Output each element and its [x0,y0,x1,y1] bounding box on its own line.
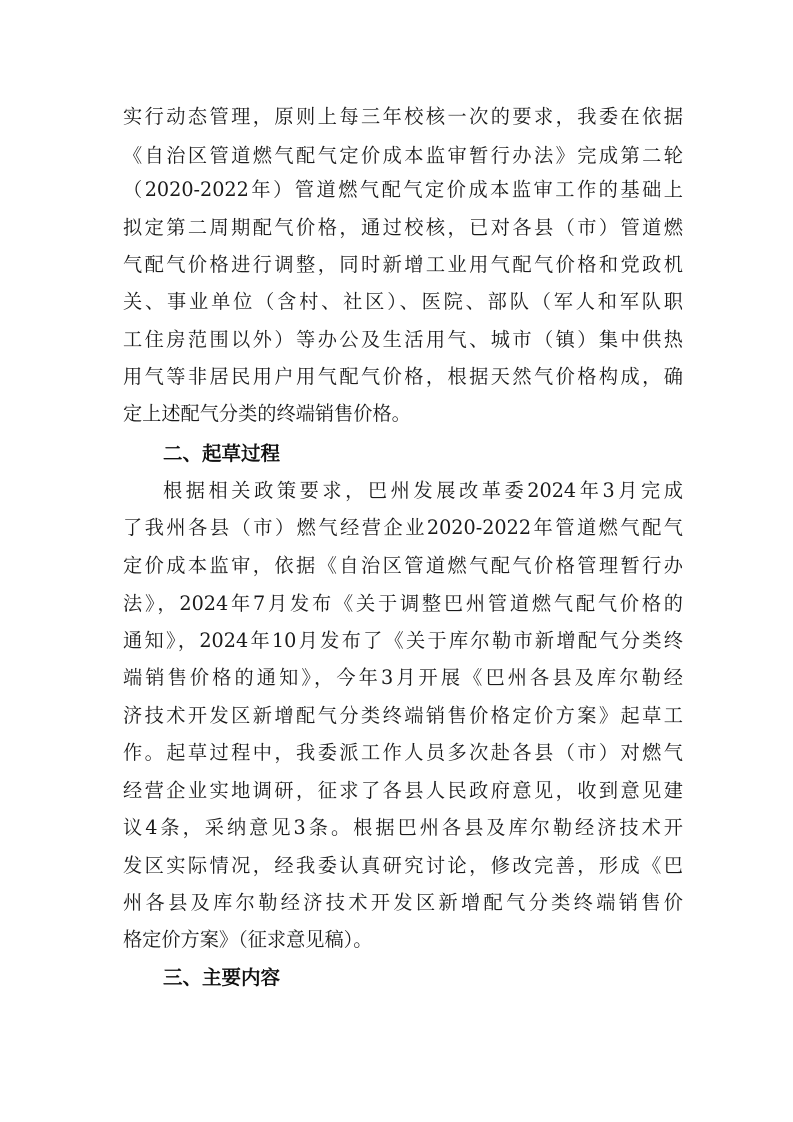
section-heading-main-content: 三、主要内容 [163,966,281,989]
paragraph-line: （2020-2022年）管道燃气配气定价成本监审工作的基础上 [123,178,683,201]
paragraph-line: 议4条，采纳意见3条。根据巴州各县及库尔勒经济技术开 [123,816,683,839]
paragraph-line: 气配气价格进行调整，同时新增工业用气配气价格和党政机 [123,253,683,276]
paragraph-line: 工住房范围以外）等办公及生活用气、城市（镇）集中供热 [123,328,683,351]
paragraph-line: 格定价方案》（征求意见稿）。 [123,928,373,951]
paragraph-line: 拟定第二周期配气价格，通过校核，已对各县（市）管道燃 [123,216,683,239]
paragraph-line: 作。起草过程中，我委派工作人员多次赴各县（市）对燃气 [123,741,683,764]
paragraph-line: 定上述配气分类的终端销售价格。 [123,402,411,425]
paragraph-line: 州各县及库尔勒经济技术开发区新增配气分类终端销售价 [123,891,683,914]
paragraph-line: 通知》，2024年10月发布了《关于库尔勒市新增配气分类终 [123,629,683,652]
paragraph-line: 用气等非居民用户用气配气价格，根据天然气价格构成，确 [123,365,683,388]
paragraph-line: 发区实际情况，经我委认真研究讨论，修改完善，形成《巴 [123,854,683,877]
paragraph-line: 济技术开发区新增配气分类终端销售价格定价方案》起草工 [123,704,683,727]
paragraph-line: 了我州各县（市）燃气经营企业2020-2022年管道燃气配气 [123,516,683,539]
section-heading-drafting-process: 二、起草过程 [163,442,281,465]
paragraph-line: 根据相关政策要求，巴州发展改革委2024年3月完成 [163,479,683,502]
paragraph-line: 《自治区管道燃气配气定价成本监审暂行办法》完成第二轮 [123,144,683,167]
paragraph-line: 定价成本监审，依据《自治区管道燃气配气价格管理暂行办 [123,554,683,577]
paragraph-line: 端销售价格的通知》，今年3月开展《巴州各县及库尔勒经 [123,666,683,689]
paragraph-line: 关、事业单位（含村、社区）、医院、部队（军人和军队职 [123,290,683,313]
paragraph-line: 实行动态管理，原则上每三年校核一次的要求，我委在依据 [123,105,683,128]
paragraph-line: 法》，2024年7月发布《关于调整巴州管道燃气配气价格的 [123,592,683,615]
paragraph-line: 经营企业实地调研，征求了各县人民政府意见，收到意见建 [123,779,683,802]
